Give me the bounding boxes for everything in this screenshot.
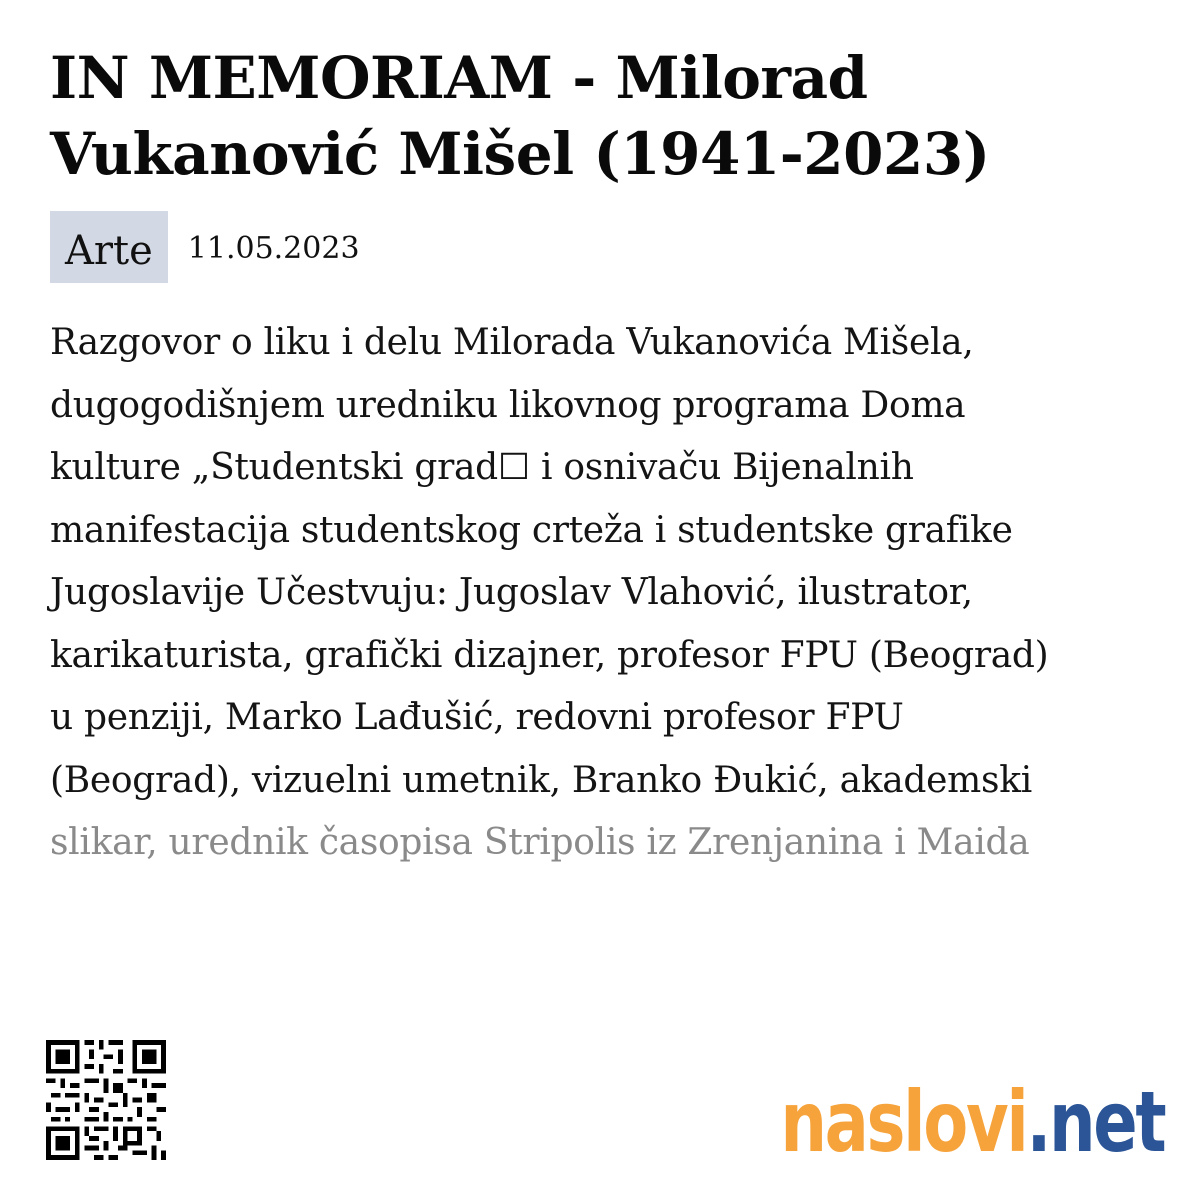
body-line: kulture „Studentski grad☐ i osnivaču Bijenalnih bbox=[50, 447, 914, 488]
qr-code-icon bbox=[46, 1038, 166, 1162]
logo-text-right: .net bbox=[1026, 1073, 1164, 1171]
logo-text-left: naslovi bbox=[779, 1073, 1027, 1171]
body-line-faded: slikar, urednik časopisa Stripolis iz Zrenjanina i Maida bbox=[50, 822, 1030, 863]
article-date: 11.05.2023 bbox=[187, 231, 360, 266]
body-line: manifestacija studentskog crteža i studentske grafike bbox=[50, 509, 1013, 551]
body-line: u penziji, Marko Lađušić, redovni profesor FPU bbox=[50, 697, 904, 738]
site-logo[interactable] bbox=[780, 1060, 1164, 1170]
body-line: dugogodišnjem uredniku likovnog programa Doma bbox=[50, 384, 966, 426]
article-meta bbox=[50, 211, 360, 283]
category-badge[interactable]: Arte bbox=[50, 211, 168, 283]
article-body bbox=[50, 312, 1160, 875]
body-line: karikaturista, grafički dizajner, profesor FPU (Beograd) bbox=[50, 634, 1049, 676]
article-title: IN MEMORIAM - Milorad Vukanović Mišel (1941-2023) bbox=[50, 44, 990, 188]
body-line: Razgovor o liku i delu Milorada Vukanovića Mišela, bbox=[50, 322, 974, 363]
body-line: (Beograd), vizuelni umetnik, Branko Đukić, akademski bbox=[50, 759, 1032, 801]
body-line: Jugoslavije Učestvuju: Jugoslav Vlahović, ilustrator, bbox=[50, 572, 973, 613]
